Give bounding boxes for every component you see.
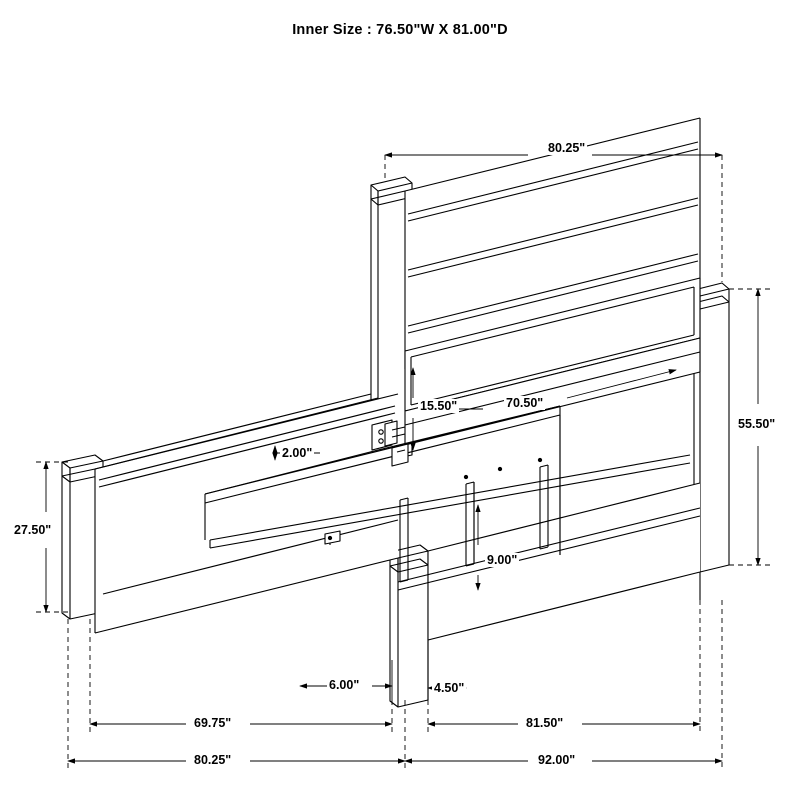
dimension-label-headboard-width: 80.25": [548, 141, 586, 155]
page-title: Inner Size : 76.50"W X 81.00"D: [292, 22, 508, 38]
dimension-label-overall-width: 80.25": [194, 753, 232, 767]
dimension-label-headboard-height: 55.50": [738, 417, 776, 431]
dimension-label-footboard-height: 27.50": [14, 523, 52, 537]
dimension-label-slat-height: 9.00": [487, 553, 518, 567]
dimension-label-post-width: 4.50": [434, 681, 465, 695]
dimension-label-rail-gap: 15.50": [420, 399, 458, 413]
dimension-label-footboard-width: 69.75": [194, 716, 232, 730]
dimension-label-overall-length: 92.00": [538, 753, 576, 767]
bed-outline-group: [62, 118, 729, 707]
dimension-label-post-foot-width: 6.00": [329, 678, 360, 692]
dimension-label-headboard-panel: 70.50": [506, 396, 544, 410]
dimension-label-side-rail-length: 81.50": [526, 716, 564, 730]
dimension-label-rail-thickness: 2.00": [282, 446, 313, 460]
